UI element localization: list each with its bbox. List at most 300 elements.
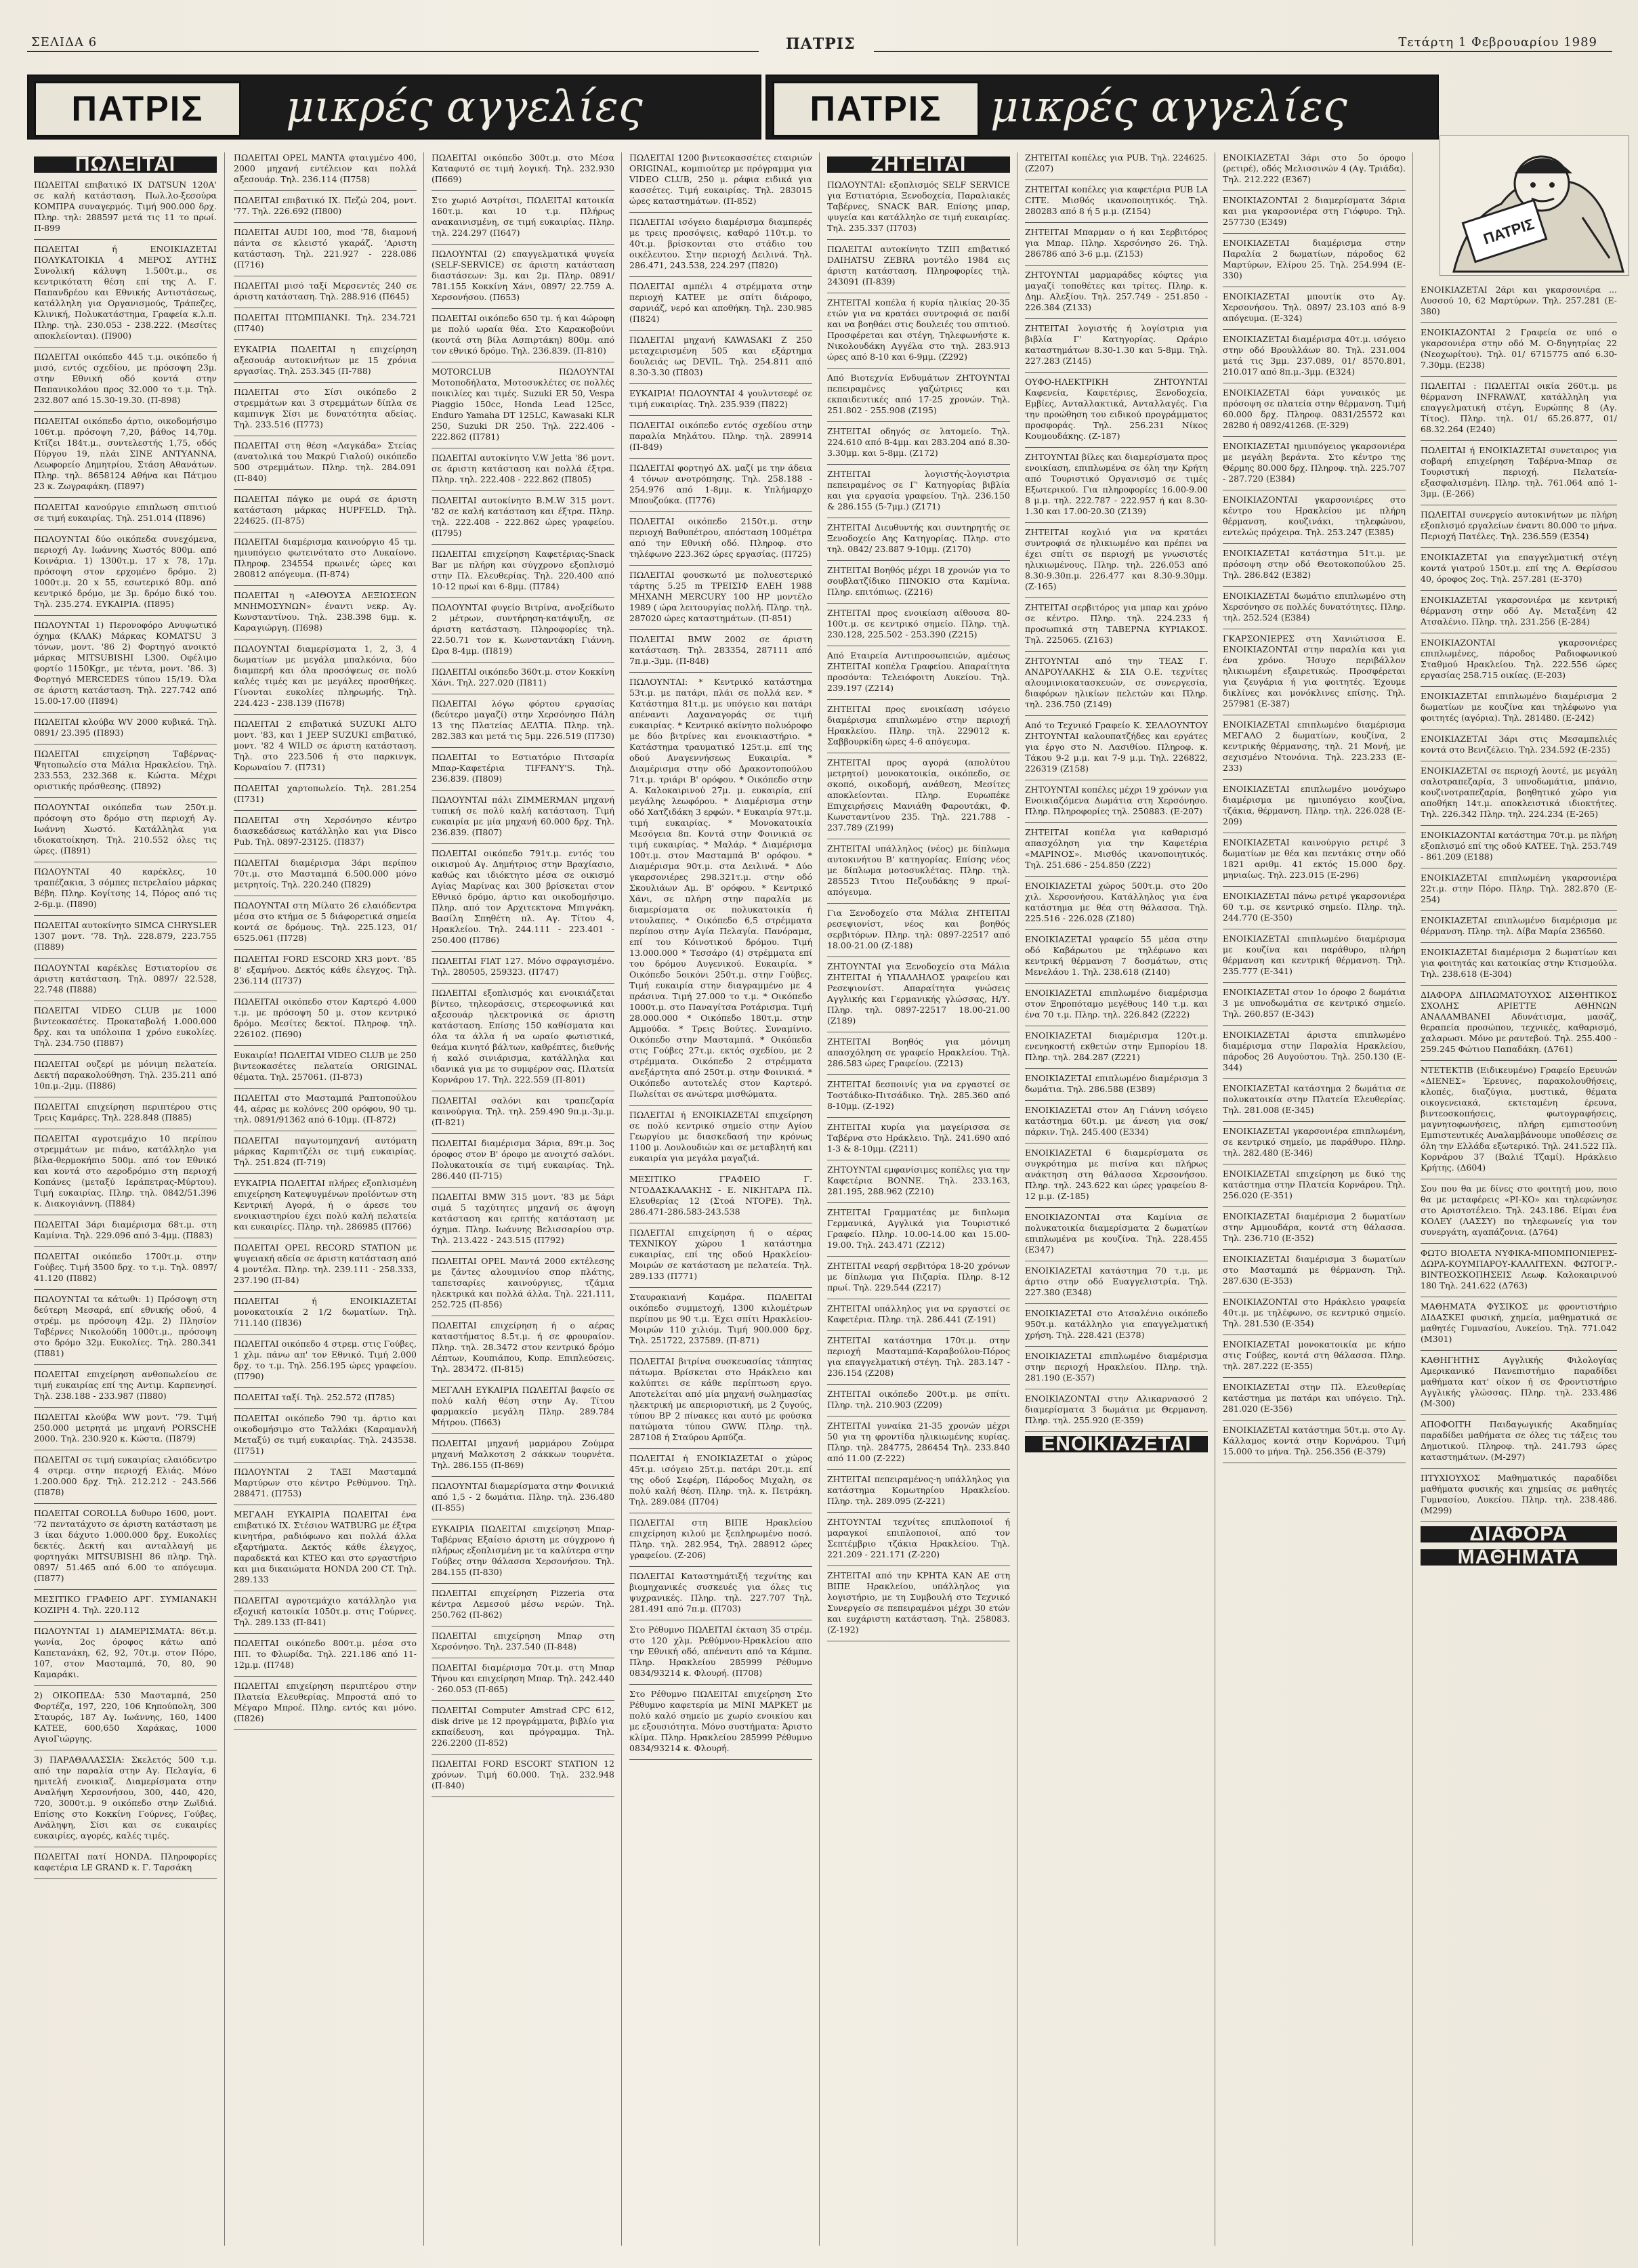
classified-ad: ΖΗΤΟΥΝΤΑΙ εμφανίσιμες κοπέλες για την Καφετέρια ΒΟΝΝΕ. Τηλ. 233.163, 281.195, 288.962 (Z210) bbox=[827, 1164, 1010, 1196]
classified-ad: Ευκαιρία! ΠΩΛΕΙΤΑΙ VIDEO CLUB με 250 βιντεοκασέτες πελατεία ORIGINAL θέματα. Τηλ. 257061. (Π-873) bbox=[234, 1050, 417, 1082]
classified-ad: ΠΩΛΕΙΤΑΙ BMW 2002 σε άριστη κατάσταση. Τηλ. 283354, 287111 από 7π.μ.-3μμ. (Π-848) bbox=[629, 634, 812, 666]
classified-ad: ΕΝΟΙΚΙΑΖΟΝΤΑΙ 2 Γραφεία σε υπό ο γκαρσονιέρα στην οδό Μ. Ο-δηγητρίας 22 (Νεοχωρίτου). Τηλ. 01/ 6715775 από 6.30-7.30μμ. (E238) bbox=[1421, 327, 1617, 370]
ad-separator bbox=[234, 1334, 417, 1335]
ad-separator bbox=[432, 1380, 614, 1381]
classified-ad: ΖΗΤΕΙΤΑΙ δεσποινίς για να εργαστεί σε Τοστάδικο-Πιτσάδικο. Τηλ. 285.360 από 8-10μμ. (Z-192) bbox=[827, 1079, 1010, 1111]
classified-ad: Σου που θα με δίνες στο φοιτητή μου, ποιο θα με μεταφέρεις «ΡΙ-ΚΟ» και τηλεφώνησε στο Αριστοτέλειο. Τηλ. 243.186. Είμαι ένα ΚΟΛΕΥ (ΛΑΣΣΥ) πο τηλεφωνείς για τον συνεργάτη, αγαπάζονια. (Δ764) bbox=[1421, 1183, 1617, 1237]
ad-separator bbox=[1421, 942, 1617, 943]
section-heading-diafora: ΔΙΑΦΟΡΑ bbox=[1421, 1526, 1617, 1542]
classified-ad: ΠΩΛΕΙΤΑΙ COROLLA δυθυρο 1600, μοντ. '72 πεντατάχυτο σε άριστη κατάσταση με 3 ίκαι δάχυτο 1.000.000 δρχ. Ευκολίες δεκτές. Δεκτή και ανταλλαγή με φορτηγάκι MITSUBISHI 86 πληρ. Τηλ. 0897/ 51.465 από 6.00 το απόγευμα. (Π877) bbox=[34, 1508, 217, 1583]
classified-ad: ΠΩΛΕΙΤΑΙ επιχείρηση ανθοπωλείου σε τιμή ευκαιρίας επί της Αντιμ. Καρπενησί. Τηλ. 238.188 - 233.987 (Π880) bbox=[34, 1369, 217, 1401]
ad-separator bbox=[1223, 1206, 1406, 1207]
ad-separator bbox=[1223, 1420, 1406, 1421]
classified-ad: ΠΩΛΟΥΝΤΑΙ πάλι ZIMMERMAN μηχανή τυπική σε πολύ καλή κατάσταση. Τιμή ευκαιρία με μία μηχανή 60.000 δρχ. Τηλ. 236.839. (Π807) bbox=[432, 795, 614, 837]
classified-ad: ΠΩΛΕΙΤΑΙ στη Χερσόνησο κέντρο διασκεδάσεως κατάλληλο και για Disco Pub. Τηλ. 0897-23125. (Π837) bbox=[234, 815, 417, 847]
ad-separator bbox=[1025, 522, 1208, 523]
classified-column-4 bbox=[629, 152, 812, 2246]
ad-separator bbox=[1223, 436, 1406, 437]
classified-ad: ΠΩΛΕΙΤΑΙ 2 επιβατικά SUZUKI ALTO μοντ. '83, και 1 JEEP SUZUKI επιβατικό, μοντ. '82 4 WILD σε άριστη κατάσταση. Τηλ. στο 223.506 ή στο παρκινγκ, Κορωναίου 7. (Π731) bbox=[234, 719, 417, 772]
ad-separator bbox=[1025, 1303, 1208, 1304]
ad-separator bbox=[432, 1583, 614, 1584]
classified-ad: ΕΝΟΙΚΙΑΖΕΤΑΙ επιπλωμένο διαμέρισμα στην περιοχή Ηρακλείου. Πληρ. τηλ. 281.190 (E-357) bbox=[1025, 1351, 1208, 1383]
ad-separator bbox=[34, 615, 217, 616]
ad-separator bbox=[1421, 985, 1617, 986]
classified-ad: ΠΩΛΕΙΤΑΙ πατί HONDA. Πληροφορίες καφετέρια LE GRAND κ. Γ. Ταρσάκη bbox=[34, 1851, 217, 1872]
classified-ad: ΖΗΤΟΥΝΤΑΙ τεχνίτες επιπλοποιοί ή μαραγκοί επιπλοποιοί, από τον Σεπτέμβριο τζάκια Ηρακλείου. Τηλ. 221.209 - 221.171 (Z-220) bbox=[827, 1517, 1010, 1559]
classified-ad: ΕΝΟΙΚΙΑΖΕΤΑΙ επιχείρηση με δικό της κατάστημα στην Πλατεία Κορνάρου. Τηλ. 256.020 (E-351) bbox=[1223, 1169, 1406, 1200]
ad-separator bbox=[234, 1676, 417, 1677]
classified-ad: ΕΝΟΙΚΙΑΖΕΤΑΙ διαμέρισμα στην Παραλία 2 δωματίων, πάροδος 62 Μαρτύρων, Ελίρου 25. Τηλ. 254.994 (E-330) bbox=[1223, 238, 1406, 280]
ad-separator bbox=[1223, 1292, 1406, 1293]
ad-separator bbox=[1421, 1521, 1617, 1522]
ad-separator bbox=[432, 1700, 614, 1701]
ad-separator bbox=[432, 843, 614, 844]
page-number-label: ΣΕΛΙΔΑ 6 bbox=[31, 35, 98, 49]
classified-ad: ΠΩΛΟΥΝΤΑΙ φυγείο Βιτρίνα, ανοξείδωτο 2 μέτρων, συντήρηση-κατάψυξη, σε άριστη κατάσταση. Πληροφορίες τηλ. 22.50.71 τον κ. Κωνσταντάκη Γιάννη. Ώρα 8-4μμ. (Π819) bbox=[432, 602, 614, 656]
classified-ad: ΔΙΑΦΟΡΑ ΔΙΠΛΩΜΑΤΟΥΧΟΣ ΑΙΣΘΗΤΙΚΟΣ ΣΧΟΛΗΣ ΑΡΙΕΤΤΕ ΑΘΗΝΩΝ ΑΝΑΛΑΜΒΑΝΕΙ Αδυνάτισμα, μασάζ, θεραπεία προσώπου, τεχνικές, καθαρισμό, χαλαρωσι. Μόνο με ραντεβού. Τηλ. 255.400 - 259.245 Φώτιου Παπαδάκη. (Δ761) bbox=[1421, 990, 1617, 1054]
column-rule bbox=[621, 152, 622, 2246]
column-rule bbox=[819, 152, 820, 2246]
ad-separator bbox=[1025, 1207, 1208, 1208]
banner-title: μικρές αγγελίες bbox=[990, 82, 1347, 132]
classified-ad: ΠΩΛΕΙΤΑΙ οικόπεδο 300τ.μ. στο Μέσα Καταφυτό σε τιμή λογική. Τηλ. 232.930 (Π669) bbox=[432, 152, 614, 184]
classified-ad: ΠΩΛΕΙΤΑΙ οικόπεδο εντός σχεδίου στην παραλία Μηλάτου. Πληρ. τηλ. 289914 (Π-849) bbox=[629, 420, 812, 452]
ad-separator bbox=[827, 368, 1010, 369]
classified-ad: ΕΝΟΙΚΙΑΖΟΝΤΑΙ στο Ηράκλειο γραφεία 40τ.μ. με τηλέφωνο, σε κεντρικό σημείο. Τηλ. 281.530 (E-354) bbox=[1223, 1297, 1406, 1328]
classified-ad: ΠΩΛΕΙΤΑΙ OPEL ΜΑΝΤΑ φταιγμένο 400, 2000 μηχανή εντέλειον και πολλά αξεσουάρ. Τηλ. 236.114 (Π758) bbox=[234, 152, 417, 184]
classified-ad: ΠΩΛΕΙΤΑΙ στο Σίσι οικόπεδο 2 στρεμμάτων και 3 στρεμμάτων δίπλα σε καμπινγκ Σίσι με δυνατότητα αδείας. Τηλ. 233.516 (Π773) bbox=[234, 387, 417, 429]
classified-ad: ΠΩΛΕΙΤΑΙ αγροτεμάχιο κατάλληλο για εξοχική κατοικία 1050τ.μ. στις Γούρνες. Τηλ. 289.133 (Π-841) bbox=[234, 1595, 417, 1627]
classified-ad: ΠΩΛΕΙΤΑΙ 1200 βιντεοκασσέτες εταιριών ORIGINAL, κομπιούτερ με πρόγραμμα για VIDEO CLUB, 250 μ. ράφια ειδικά για κασσέτες. Τιμή ευκαιρίας. Τηλ. 283015 ώρες καταστημάτων. (Π-852) bbox=[629, 152, 812, 206]
classified-ad: ΕΥΚΑΙΡΙΑ ΠΩΛΕΙΤΑΙ πλήρες εξοπλισμένη επιχείρηση Κατεψυγμένων προϊόντων στη Κεντρική Αγορά, ή ο άρεσε του ενοικιαστηρίου έχει πολύ καλή πελατεία και ευκαιρίες. Πληρ. τηλ. 286985 (Π766) bbox=[234, 1178, 417, 1232]
ad-separator bbox=[1025, 1431, 1208, 1432]
classified-ad: ΠΩΛΕΙΤΑΙ διαμέρισμα καινούργιο 45 τμ. ημιυπόγειο φωτεινότατο στο Λυκαίονο. Πληροφ. 234554 πρωινές ώρες και 280812 απόγευμα. (Π-874) bbox=[234, 537, 417, 579]
classified-ad: ΠΩΛΕΙΤΑΙ μηχανή μαρμάρου Ζούμρα μηχανή Μαλκοτση 2 σάκκων τουρνέτα. Τηλ. 286.155 (Π-869) bbox=[432, 1438, 614, 1470]
classified-ad: ΕΝΟΙΚΙΑΖΕΤΑΙ 3άρι στις Μεσαμπελιές κοντά στο Βενιζέλειο. Τηλ. 234.592 (E-235) bbox=[1421, 734, 1617, 755]
classified-ad: ΠΩΛΕΙΤΑΙ : ΠΩΛΕΙΤΑΙ οικία 260τ.μ. με θέρμανση INFRAWAT, κατάλληλη για επαγγελματική στέγη, Ευρώπης 8 (Αγ. Τίτος). Πληρ. τηλ. 01/ 65.26.877, 01/ 68.32.264 (E240) bbox=[1421, 381, 1617, 434]
ad-separator bbox=[234, 1088, 417, 1089]
banner-logo: ΠΑΤΡΙΣ bbox=[772, 81, 980, 137]
section-heading-enoikiazetai: ΕΝΟΙΚΙΑΖΕΤΑΙ bbox=[1025, 1436, 1208, 1452]
classified-ad: ΠΩΛΕΙΤΑΙ οικόπεδο άρτιο, οικοδομήσιμο 106τ.μ. πρόσοψη 7,20, βάθος 14,70μ. Κτίζει 184τ.μ., συντελεστής 1,75, οδός Πύργου 19, πλάι ΣΙΝΕ ΑΝΤΥΑΝΝΑ, Λεωφορείο Δημητρίου, Στάση Αθανάτων. Πληρ. τηλ. 8658124 Αθήνα και Πάτμου 23 κ. Ζωγραφάκη. (Π897) bbox=[34, 416, 217, 491]
cartoon-newspaper-text: ΠΑΤΡΙΣ bbox=[1481, 215, 1536, 248]
classified-ad: ΠΩΛΕΙΤΑΙ μηχανή KAWASAKI Z 250 μεταχειρισμένη 505 και εξάρτημα δουλειάς ως DEVIL. Τηλ. 254.811 από 8.30-3.30 (Π803) bbox=[629, 335, 812, 377]
classified-ad: ΕΝΟΙΚΙΑΖΟΝΤΑΙ γκαρσονιέρες επιπλωμένες, πάροδος Ραδιοφωνικού Σταθμού Ηρακλείου. Τηλ. 222.556 ώρες εργασίας 258.715 οικίας. (E-203) bbox=[1421, 637, 1617, 680]
classified-ad: ΠΩΛΕΙΤΑΙ BMW 315 μοντ. '83 με 5άρι σιμά 5 ταχύτητες μηχανή σε άψογη κατάσταση και ερπτής κατάσταση με όχημα. Πληρ. Ιωάννης Βελισσαρίου στρ. Τηλ. 213.422 - 243.515 (Π792) bbox=[432, 1192, 614, 1245]
ad-separator bbox=[1223, 190, 1406, 191]
classified-ad: ΠΩΛΕΙΤΑΙ επιχείρηση Pizzeria στα κέντρα Λεμεσού μέσω νερών. Τηλ. 250.762 (Π-862) bbox=[432, 1588, 614, 1620]
ad-separator bbox=[827, 699, 1010, 700]
classified-ad: ΕΝΟΙΚΙΑΖΕΤΑΙ μπουτίκ στο Αγ. Χερσονήσου. Τηλ. 0897/ 23.103 από 8-9 απόγευμα. (E-324) bbox=[1223, 291, 1406, 323]
ad-separator bbox=[432, 244, 614, 245]
section-heading-poleitai: ΠΩΛΕΙΤΑΙ bbox=[34, 156, 217, 173]
ad-separator bbox=[629, 1287, 812, 1288]
ad-separator bbox=[234, 1173, 417, 1174]
classified-ad: ΠΩΛΟΥΝΤΑΙ οικόπεδα των 250τ.μ. πρόσοψη στο δρόμο στη περιοχή Αγ. Ιωάννη Χωστό. Κατάλληλα για ιδιοκατοίκηση. Τηλ. 210.552 όλες τις ώρες. (Π891) bbox=[34, 802, 217, 856]
ad-separator bbox=[34, 529, 217, 530]
classified-ad: ΕΝΟΙΚΙΑΖΕΤΑΙ χώρος 500τ.μ. στο 20ο χιλ. Χερσονήσου. Κατάλληλος για ένα κατάστημα με θέα στη θάλασσα. Τηλ. 225.516 - 226.028 (Z180) bbox=[1025, 881, 1208, 923]
ad-separator bbox=[34, 239, 217, 240]
ad-separator bbox=[629, 1351, 812, 1352]
ad-list bbox=[1421, 285, 1617, 1522]
ad-separator bbox=[432, 190, 614, 191]
classified-ad: ΖΗΤΕΙΤΑΙ πεπειραμένος-η υπάλληλος για κατάστημα Κομωτηρίου Ηρακλείου. Πληρ. τηλ. 289.095 (Z-221) bbox=[827, 1474, 1010, 1506]
ad-separator bbox=[34, 1685, 217, 1686]
classified-ad: ΠΩΛΕΙΤΑΙ οικόπεδο 791τ.μ. εντός του οικισμού Αγ. Δημήτριος στην Βραχίασιο, καθώς και ιδιόκτητο μέσα σε οικισμό Αγίας Μαρίνας και 300 βρίσκεται στον Εθνικό δρόμο, άρτιο και οικοδομήσιμο. Πληρ. από τον Αρχιτεκτονα Μπιγνάκη. Βασίλη Σπηθέτη πλ. Αγ. Τίτου 4, Ηρακλείου. Τηλ. 244.111 - 223.401 - 250.400 (Π786) bbox=[432, 848, 614, 945]
classified-ad: ΖΗΤΕΙΤΑΙ από την ΚΡΗΤΑ ΚΑΝ ΑΕ στη ΒΙΠΕ Ηρακλείου, υπάλληλος για λογιστήριο, με τη Συμβουλή στο Τεχνικό Συνεργείο σε πεπειραμένοι μέχρι 30 ετών και ευχάριστη κατάσταση. Τηλ. 258083. (Z-192) bbox=[827, 1570, 1010, 1635]
header-rule-right bbox=[874, 51, 1612, 52]
classified-ad: Στο χωριό Αστρίτσι, ΠΩΛΕΙΤΑΙ κατοικία 160τ.μ. και 10 τ.μ. Πλήρως ανακαινισμένη, σε τιμή ευκαιρίας. Πληρ. τηλ. 224.297 (Π647) bbox=[432, 195, 614, 238]
ad-separator bbox=[1223, 779, 1406, 780]
ad-separator bbox=[1025, 876, 1208, 877]
ad-separator bbox=[432, 597, 614, 598]
classified-ad: ΠΩΛΕΙΤΑΙ χαρτοπωλείο. Τηλ. 281.254 (Π731) bbox=[234, 783, 417, 804]
classified-ad: ΠΩΛΕΙΤΑΙ οικόπεδο 1700τ.μ. στην Γούβες. Τιμή 3500 δρχ. το τ.μ. Τηλ. 0897/ 41.120 (Π882) bbox=[34, 1251, 217, 1283]
classified-ad: ΠΩΛΕΙΤΑΙ αυτοκίνητο V.W Jetta '86 μοντ. σε άριστη κατάσταση και πολλά έξτρα. Πληρ. τηλ. 222.408 - 222.862 (Π805) bbox=[432, 453, 614, 484]
classified-column-1 bbox=[34, 152, 217, 2246]
banner-left bbox=[27, 75, 761, 140]
classified-ad: ΠΩΛΟΥΝΤΑΙ (2) επαγγελματικά ψυγεία (SELF-SERVICE) σε άριστη κατάσταση διαστάσεων: 3μ. και 2μ. Πληρ. 0891/ 781.155 Κοκκίνη Χάνι, 0897/ 22.759 Α. Χερσονήσου. (Π653) bbox=[432, 249, 614, 302]
ad-separator bbox=[34, 1289, 217, 1290]
classified-ad: ΠΩΛΟΥΝΤΑΙ 2 ΤΑΞΙ Μασταμπά Μαρτύρων στο κέντρο Ρεθύμνου. Τηλ. 288471. (Π753) bbox=[234, 1467, 417, 1498]
classified-ad: ΠΩΛΕΙΤΑΙ μισό ταξί Μερσεντές 240 σε άριστη κατάσταση. Τηλ. 288.916 (Π645) bbox=[234, 280, 417, 301]
classified-ad: ΠΩΛΕΙΤΑΙ επιχείρηση Καφετέριας-Snack Bar με πλήρη και σύγχρονο εξοπλισμό στην Πλ. Ελευθερίας. Τηλ. 220.400 από 10-12 πρωί και 6-8μμ. (Π784) bbox=[432, 549, 614, 591]
ad-separator bbox=[34, 347, 217, 348]
classified-ad: Από Εταιρεία Αντιπροσωπειών, αμέσως ΖΗΤΕΙΤΑΙ κοπέλα Γραφείου. Απαραίτητα προσόντα: Τελειόφοιτη Λυκείου. Τηλ. 239.197 (Z214) bbox=[827, 650, 1010, 693]
classified-ad: ΕΥΚΑΙΡΙΑ ΠΩΛΕΙΤΑΙ η επιχείρηση αξεσουάρ αυτοκινήτων με 15 χρόνια εργασίας. Τηλ. 253.345 (Π-788) bbox=[234, 344, 417, 376]
classified-ad: Από το Τεχνικό Γραφείο Κ. ΣΕΛΛΟΥΝΤΟΥ ΖΗΤΟΥΝΤΑΙ καλουπατζήδες και εργάτες για έργο στο Ν. Λασιθίου. Πληροφ. κ. Τάκου 9-2 μ.μ. και 7-9 μ.μ. Τηλ. 226822, 226319 (Z158) bbox=[1025, 720, 1208, 774]
classified-ad: ΠΩΛΕΙΤΑΙ οικόπεδο 4 στρεμ. στις Γούβες, 1 χλμ. πάνω απ' τον Εθνικό. Τιμή 2.000 δρχ. το τ.μ. Τηλ. 256.195 ώρες γραφείου. (Π790) bbox=[234, 1339, 417, 1381]
classified-ad: ΕΝΟΙΚΙΑΖΟΝΤΑΙ κατάστημα 70τ.μ. με πλήρη εξοπλισμό επί της οδού ΚΑΤΕΕ. Τηλ. 253.749 - 861.209 (E188) bbox=[1421, 830, 1617, 862]
ad-separator bbox=[1025, 1100, 1208, 1101]
classified-ad: ΕΝΟΙΚΙΑΖΕΤΑΙ γκαρσονιέρα επιπλωμένη, σε κεντρικό σημείο, με παράθυρο. Πληρ. τηλ. 282.480 (E-346) bbox=[1223, 1126, 1406, 1158]
classified-ad: ΠΩΛΕΙΤΑΙ οικόπεδο 445 τ.μ. οικόπεδο ή μισό, εντός σχεδίου, με πρόσοψη 23μ. στην Εθνική οδό κοντά στην Παπανικολάου προς 32.000 το τ.μ. Τηλ. 232.807 από 15.30-19.30. (Π-898) bbox=[34, 352, 217, 405]
ad-separator bbox=[629, 330, 812, 331]
ad-separator bbox=[234, 1387, 417, 1388]
classified-ad: ΠΩΛΕΙΤΑΙ Καταστημάτιξή τεχνίτης και βιομηχανικές συσκευές για όλες τις ψυχρανικές. Πληρ. τηλ. 227.707 Τηλ. 281.491 από 7π.μ. (Π703) bbox=[629, 1571, 812, 1614]
ad-list bbox=[1223, 152, 1406, 1463]
ad-separator bbox=[1025, 715, 1208, 716]
classified-ad: ΠΩΛΕΙΤΑΙ οικόπεδο 800τ.μ. μέσα στο ΠΠ. το Φλωρίδα. Τηλ. 221.186 από 11-12μ.μ. (Π748) bbox=[234, 1638, 417, 1670]
classified-ad: Για Ξενοδοχείο στα Μάλια ΖΗΤΕΙΤΑΙ ρεσεψιονίστ, νέος και βοηθός σερβιτόρων. Πληρ. τηλ: 0897-22517 από 18.00-21.00 (Z-188) bbox=[827, 908, 1010, 950]
ad-separator bbox=[827, 560, 1010, 561]
ad-separator bbox=[34, 1621, 217, 1622]
ad-separator bbox=[34, 1246, 217, 1247]
ad-separator bbox=[234, 810, 417, 811]
classified-ad: ΦΩΤΟ ΒΙΟΛΕΤΑ ΝΥΦΙΚΑ-ΜΠΟΜΠΟΝΙΕΡΕΣ-ΔΩΡΑ-ΚΟΥΜΠΑΡΟΥ-ΚΑΛΛΙΤΕΧΝ. ΦΩΤΟΓΡ.-ΒΙΝΤΕΟΣΚΟΠΗΣΕΙΣ Λεωφ. Καλοκαιρινού 180 Τηλ. 241.622 (Δ763) bbox=[1421, 1248, 1617, 1290]
classified-ad: ΖΗΤΕΙΤΑΙ κοπέλα για καθαρισμό απασχόληση για την Καφετέρια «ΜΑΡΙΝΟΣ». Μισθός ικανοποιητικός. Τηλ. 251.686 - 254.850 (Z22) bbox=[1025, 827, 1208, 870]
ad-separator bbox=[34, 1054, 217, 1055]
ad-separator bbox=[234, 714, 417, 715]
classified-column-8 bbox=[1421, 285, 1617, 2246]
ad-list bbox=[432, 152, 614, 1797]
ad-separator bbox=[1223, 543, 1406, 544]
classified-ad: ΜΕΣΙΤΙΚΟ ΓΡΑΦΕΙΟ Γ. ΝΤΟΔΑΣΚΑΛΑΚΗΣ - Ε. ΝΙΚΗΤΑΡΑ Πλ. Ελευθερίας 12 (Στοά ΝΤΟΡΕ). Τηλ. 286.471-286.583-243.538 bbox=[629, 1174, 812, 1217]
ad-separator bbox=[1223, 1249, 1406, 1250]
ad-separator bbox=[1421, 910, 1617, 911]
classified-ad: ΕΝΟΙΚΙΑΖΕΤΑΙ διαμέρισμα 2 δωματίων στην Αμμουδάρα, κοντά στη θάλασσα. Τηλ. 236.710 (E-352) bbox=[1223, 1211, 1406, 1243]
section-heading-mathimata: ΜΑΘΗΜΑΤΑ bbox=[1421, 1549, 1617, 1566]
classified-ad: ΕΝΟΙΚΙΑΖΟΝΤΑΙ στα Καμίνια σε πολυκατοικία διαμερίσματα 2 δωματίων επιπλωμένα με κουζίνα. Τηλ. 228.455 (E347) bbox=[1025, 1212, 1208, 1255]
classified-ad: ΠΩΛΕΙΤΑΙ FORD ESCORD XR3 μοντ. '85 8' εξαμήνου. Δεκτός κάθε έλεγχος. Τηλ. 236.114 (Π737) bbox=[234, 954, 417, 986]
ad-separator bbox=[629, 1566, 812, 1567]
ad-separator bbox=[234, 222, 417, 223]
ad-separator bbox=[629, 1759, 812, 1760]
classified-ad: ΠΩΛΕΙΤΑΙ οικόπεδο 360τ.μ. στον Κοκκίνη Χάνι. Τηλ. 227.020 (Π811) bbox=[432, 667, 614, 688]
classified-ad: ΖΗΤΕΙΤΑΙ κοχλιό για να κρατάει συντροφιά σε ηλικιωμένο και πρέπει να έχει σπίτι σε περιοχή με γνωσιστές ηλικιωμένους. Πληρ. τηλ. 226.053 από 8.30-9.30π.μ. 226.477 και 8.30-9.30μμ. (Z-165) bbox=[1025, 527, 1208, 591]
running-title: ΠΑΤΡΙΣ bbox=[786, 35, 856, 53]
ad-separator bbox=[827, 603, 1010, 604]
classified-ad: ΠΩΛΕΙΤΑΙ επιχείρηση ή ο αέρας καταστήματος 8.5τ.μ. ή σε φρουραίον. Πληρ. τηλ. 28.3472 στον κεντρικό δρόμο Λέπτων, Κουπιάπου, Κυπρ. Επιπλεύσεις. Τηλ. 283472. (Π-815) bbox=[432, 1320, 614, 1374]
ad-separator bbox=[234, 778, 417, 779]
classified-ad: Σταυρακιανή Καμάρα. ΠΩΛΕΙΤΑΙ οικόπεδο συμμετοχή, 1300 κιλομέτρων περίπου με 90 τ.μ. Έχει σπίτι Ηρακλείου-Μοιρών 110 χιλιόμ. Τιμή 900.000 δρχ. Τηλ. 251722, 237589. (Π-871) bbox=[629, 1292, 812, 1345]
classified-ad: ΕΝΟΙΚΙΑΖΕΤΑΙ γκαρσονιέρα με κεντρική θέρμανση στην οδό Αγ. Μεταξένη 42 Ατσαλένιο. Πληρ. τηλ. 231.256 (E-284) bbox=[1421, 595, 1617, 627]
ad-separator bbox=[34, 1878, 217, 1879]
classified-ad: ΖΗΤΕΙΤΑΙ κοπέλες για καφετέρια PUB LA CITE. Μισθός ικανοποιητικός. Τηλ. 280283 από 8 ή 5 μ.μ. (Z154) bbox=[1025, 184, 1208, 216]
classified-ad: ΠΩΛΟΥΝΤΑΙ τα κάτωθι: 1) Πρόσοψη στη δεύτερη Μεσαρά, επί εθνικής οδού, 4 στρέμ. με πρόσοψη 42μ. 2) Πλησίον Ταβέρνες Νικολούδη 1000τ.μ., πρόσοψη στο δρόμο 32μ. Ευκολίες. Τηλ. 280.341 (Π881) bbox=[34, 1294, 217, 1358]
classified-ad: ΖΗΤΕΙΤΑΙ Γραμματέας με διπλωμα Γερμανικά, Αγγλικά για Τουριστικό Γραφείο. Πληρ. 10.00-14.00 και 15.00-19.00. Τηλ. 243.471 (Z212) bbox=[827, 1207, 1010, 1250]
ad-separator bbox=[1025, 265, 1208, 266]
classified-ad: ΠΩΛΟΥΝΤΑΙ 40 καρέκλες, 10 τραπέζακια, 3 σόμπες πετρελαίου μάρκας Βέβη. Πληρ. Κογίτσης 14, Πόρος από τις 2-6μ.μ. (Π890) bbox=[34, 866, 217, 909]
classified-ad: ΜΕΓΑΛΗ ΕΥΚΑΙΡΙΑ ΠΩΛΕΙΤΑΙ ένα επιβατικό ΙΧ. Στέσιον WATBURG με έξτρα κινητήρα, ραδιόφωνο και πολλά άλλα εξαρτήματα. Δεκτός κάθε έλεγχος, παραδεκτά και ΚΤΕΟ και στο εργαστήριο και μια δικαιώματα HONDA 200 CT. Τηλ. 289.133 bbox=[234, 1509, 417, 1584]
classified-ad: ΠΩΛΕΙΤΑΙ αμπέλι 4 στρέμματα στην περιοχή ΚΑΤΕΕ με σπίτι διάροφο, σαρνιάζ, νερό και αποθήκη. Τηλ. 230.985 (Π824) bbox=[629, 281, 812, 324]
ad-separator bbox=[1421, 1060, 1617, 1061]
ad-separator bbox=[34, 411, 217, 412]
ad-separator bbox=[1421, 547, 1617, 548]
banner-title: μικρές αγγελίες bbox=[286, 82, 643, 132]
classified-ad: ΕΝΟΙΚΙΑΖΕΤΑΙ πάνω ρετιρέ γκαρσονιέρα 60 τ.μ. σε κεντρικό σημείο. Πληρ. τηλ. 244.770 (E-350) bbox=[1223, 891, 1406, 923]
classified-ad: ΖΗΤΕΙΤΑΙ Διευθυντής και συντηρητής σε Ξενοδοχείο Αης Κατηγορίας. Πληρ. στο τηλ. 0842/ 23.887 9-10μμ. (Z170) bbox=[827, 522, 1010, 554]
classified-ad: ΕΝΟΙΚΙΑΖΕΤΑΙ γραφείο 55 μέσα στην οδό Καβάρωτου με τηλέφωνο και κεντρική θέρμανση 7 δοσμάτων, στις Μενελάου 1. Τηλ. 238.618 (Z140) bbox=[1025, 934, 1208, 977]
ad-separator bbox=[234, 489, 417, 490]
classified-ad: Στο Ρέθυμνο ΠΩΛΕΙΤΑΙ έκταση 35 στρέμ. στο 120 χλμ. Ρεθύμνου-Ηρακλείου απο την Εθνική οδό, απέναντι από τα Κάμπα. Πληρ. Ηρακλείου 285999 Ρέθυμνο 0834/93214 κ. Φλουρή. (Π708) bbox=[629, 1624, 812, 1678]
classified-ad: ΑΠΟΦΟΙΤΗ Παιδαγωγικής Ακαδημίας παραδίδει μαθήματα σε όλες τις τάξεις του Δημοτικού. Πληροφ. τηλ. 241.793 ώρες καταστημάτων. (Μ-297) bbox=[1421, 1419, 1617, 1462]
ad-separator bbox=[1025, 447, 1208, 448]
classified-ad: ΝΤΕΤΕΚΤΙΒ (Ειδικευμένο) Γραφείο Ερευνών «ΔΙΕΝΕΣ» Έρευνες, παρακολουθήσεις, κλοπές, διαζύγια, μυστικά, θέματα οικογενειακά, εκτεταμένη έρευνα, βιντεοσκοπήσεις, φωτογραφήσεις, μαγνητοφωνήσεις, πλήρη εμπιστοσύνη Εμπιστευτικές Αναλαμβάνουμε υποθέσεις σε όλη την Ελλάδα εξωτερικό. Τηλ. 241.522 Πλ. Κορνάρου 37 (Βαλιέ Τζαμί). Ηράκλειο Κρήτης. (Δ604) bbox=[1421, 1065, 1617, 1173]
ad-separator bbox=[432, 662, 614, 663]
classified-ad: ΖΗΤΕΙΤΑΙ κοπέλα ή κυρία ηλικίας 20-35 ετών για να κρατάει συντροφιά σε παιδί και να βοηθάει στις δουλειές του σπιτιού. Προσφέρεται και στέγη, Τηλεφωνήστε κ. Νικολουδάκη Αγγέλα στο τηλ. 283.913 ώρες από 8-10 και 6-9μμ. (Z292) bbox=[827, 297, 1010, 362]
classified-ad: ΕΝΟΙΚΙΑΖΕΤΑΙ επιπλωμένο διαμέρισμα 2 δωματίων με κουζίνα και τηλέφωνο για φοιτητές (αγόρια). Τηλ. 281480. (E-242) bbox=[1421, 691, 1617, 723]
ad-separator bbox=[1025, 929, 1208, 930]
classified-ad: ΜΑΘΗΜΑΤΑ ΦΥΣΙΚΟΣ με φροντιστήριο ΔΙΔΑΣΚΕΙ φυσική, χημεία, μαθηματικά σε μαθητές Γυμνασίου, Λυκείου. Τηλ. 771.042 (Μ301) bbox=[1421, 1301, 1617, 1344]
ad-separator bbox=[1223, 1377, 1406, 1378]
banner-right bbox=[765, 75, 1439, 140]
classified-ad: ΠΩΛΕΙΤΑΙ ή ΕΝΟΙΚΙΑΖΕΤΑΙ ΠΟΛΥΚΑΤΟΙΚΙΑ 4 ΜΕΡΟΣ ΑΥΤΗΣ Συνολική κάλυψη 1.500τ.μ., σε κεντρικότατη θέση επί της Λ. Γ. Παπανδρέου και Εθνικής Αντιστάσεως, κατάλληλη για Οργανισμούς, Τράπεζες, Κλινική, Πολυκατάστημα, Γραφεία κ.λ.π. Πληρ. τηλ. 230.053 - 238.222. (Μεσίτες αποκλείονται). (Π900) bbox=[34, 244, 217, 341]
ad-separator bbox=[432, 790, 614, 791]
classified-ad: ΠΩΛΕΙΤΑΙ λόγω φόρτου εργασίας (δεύτερο μαγαζί) στην Χερσόνησο Πάλη 13 της Πλατείας ΔΕΛΤΙΑ. Πληρ. τηλ. 282.383 και μετά τις 5μμ. 226.519 (Π730) bbox=[432, 698, 614, 741]
classified-ad: ΠΩΛΕΙΤΑΙ συνεργείο αυτοκινήτων με πλήρη εξοπλισμό εργαλείων έναντι 80.000 το μήνα. Περιοχή Πατέλες. Τηλ. 236.559 (E354) bbox=[1421, 509, 1617, 541]
classified-ad: ΖΗΤΕΙΤΑΙ οικόπεδο 200τ.μ. με σπίτι. Πληρ. τηλ. 210.903 (Z209) bbox=[827, 1389, 1010, 1410]
classified-ad: ΠΩΛΕΙΤΑΙ παγωτομηχανή αυτόματη μάρκας Καρπιτζέλι σε τιμή ευκαιρίας. Τηλ. 251.824 (Π-719) bbox=[234, 1135, 417, 1167]
classified-ad: ΠΩΛΕΙΤΑΙ αυτοκίνητο B.M.W 315 μοντ. '82 σε καλή κατάσταση και έξτρα. Πληρ. τηλ. 222.408 - 222.862 ώρες γραφείου. (Π795) bbox=[432, 495, 614, 538]
ad-separator bbox=[1223, 329, 1406, 330]
classified-ad: ΟΥΦΟ-ΗΛΕΚΤΡΙΚΗ ΖΗΤΟΥΝΤΑΙ Καφενεία, Καφετέριες, Ξενοδοχεία, Εμβίες, Ανταλλακτικά, Ανταλλαγές. Για την προώθηση του ειδικού προγράμματος προσφοράς. Τηλ. 256.231 Νίκος Κουμουδάκης. (Z-187) bbox=[1025, 377, 1208, 441]
classified-ad: ΠΩΛΕΙΤΑΙ ταξί. Τηλ. 252.572 (Π785) bbox=[234, 1392, 395, 1402]
classified-ad: ΕΝΟΙΚΙΑΖΟΝΤΑΙ γκαρσονιέρες στο κέντρο του Ηρακλείου με πλήρη θέρμανση, κουζινάκι, τηλεφώνου, εντελώς πρόχειρα. Τηλ. 253.247 (E385) bbox=[1223, 495, 1406, 537]
ad-separator bbox=[1025, 318, 1208, 319]
classified-ad: ΕΝΟΙΚΙΑΖΕΤΑΙ σε περιοχή λουτέ, με μεγάλη σαλοτραπεζαρία, 3 υπνοδωμάτια, μπάνιο, κουζινοτραπεζαρία, βοηθητικό χώρο για αποθήκη 14τ.μ. αποκλειστικά ιδιοκτήτες. Τηλ. 226.342 Πληρ. τηλ. 224.234 (E-265) bbox=[1421, 765, 1617, 819]
classified-ad: ΠΩΛΕΙΤΑΙ αυτοκίνητο ΤΖΙΠ επιβατικό DAIHATSU ZEBRA μοντέλο 1984 εις άριστη κατάσταση. Πληροφορίες τηλ. 243091 (Π-839) bbox=[827, 244, 1010, 287]
ad-separator bbox=[827, 1202, 1010, 1203]
classified-ad: ΠΩΛΕΙΤΑΙ οικόπεδο 2150τ.μ. στην περιοχή Βαθυπέτρου, απόσταση 100μέτρα από την Εθνική οδό. Πληροφ. στο τηλέφωνο 223.362 ώρες εργασίας. (Π725) bbox=[629, 516, 812, 559]
classified-ad: ΠΩΛΕΙΤΑΙ πάγκο με ουρά σε άριστη κατάσταση μάρκας HUPFELD. Τηλ. 224625. (Π-875) bbox=[234, 494, 417, 526]
ad-separator bbox=[234, 1462, 417, 1463]
column-rule bbox=[423, 152, 424, 2246]
ad-list bbox=[827, 180, 1010, 1641]
classified-ad: ΖΗΤΕΙΤΑΙ λογιστής ή λογίστρια για βιβλία Γ' Κατηγορίας. Ωράριο καταστημάτων 8.30-1.30 και 5-8μμ. Τηλ. 227.283 (Z145) bbox=[1025, 323, 1208, 366]
classified-ad: ΕΥΚΑΙΡΙΑ ΠΩΛΕΙΤΑΙ επιχείρηση Μπαρ-Ταβέρνας Εξαίσιο άριστη με σύγχρονο ή πλήρως εξοπλισμένη με τα καλύτερα στην Γούβες στην θάλασσα Χερσονήσου. Τηλ. 284.155 (Π-830) bbox=[432, 1524, 614, 1577]
classified-ad: ΕΝΟΙΚΙΑΖΕΤΑΙ επιπλωμένο διαμέρισμα ΜΕΓΑΛΟ 2 δωματίων, κουζίνα, 2 κεντρικής θέρμανσης, τηλ. 21 Μονή, με σεχισμένο Ντονόνια. Τηλ. 223.233 (E-233) bbox=[1223, 719, 1406, 773]
ad-separator bbox=[1223, 1078, 1406, 1079]
classified-ad: ΠΩΛΕΙΤΑΙ σε τιμή ευκαιρίας ελαιόδεντρο 4 στρεμ. στην περιοχή Ελιάς. Μόνο 1.200.000 δρχ. Τηλ. 212.212 - 243.566 (Π878) bbox=[34, 1454, 217, 1497]
classified-ad: ΕΝΟΙΚΙΑΖΕΤΑΙ 6άρι γυναικός με πρόσοψη σε πλατεία στην θέρμανση. Τιμή 60.000 δρχ. Πληροφ. 0831/25572 και 28280 ή 0892/41268. (E-329) bbox=[1223, 387, 1406, 430]
classified-ad: ΠΩΛΕΙΤΑΙ VIDEO CLUB με 1000 βιντεοκασέτες. Προκαταβολή 1.000.000 δρχ. και τα υπόλοιπα 1 χρόνο ευκολίες. Τηλ. 234.750 (Π887) bbox=[34, 1005, 217, 1048]
classified-ad: ΠΩΛΕΙΤΑΙ ΠΤΩΜΠΙΑΝΚΙ. Τηλ. 234.721 (Π740) bbox=[234, 312, 417, 333]
classified-ad: ΜΕΓΑΛΗ ΕΥΚΑΙΡΙΑ ΠΩΛΕΙΤΑΙ βαφείο σε πολύ καλή θέση στην Αγ. Τίτου φαρμακείο μεγάλη Πληρ. 289.784 Μήτρου. (Π663) bbox=[432, 1385, 614, 1427]
header-rule-left bbox=[27, 51, 759, 52]
ad-separator bbox=[827, 1330, 1010, 1331]
classified-ad: ΖΗΤΕΙΤΑΙ λογιστής-λογιστρια πεπειραμένος σε Γ' Κατηγορίας βιβλία και για εργασία γραφείου. Τηλ. 236.150 & 286.155 (5-7μμ.) (Z171) bbox=[827, 469, 1010, 511]
classified-ad: ΖΗΤΟΥΝΤΑΙ κοπέλες μέχρι 19 χρόνων για Ενοικιαζόμενα Δωμάτια στη Χερσόνησο. Πληρ. Πληροφορίες τηλ. 250883. (E-207) bbox=[1025, 784, 1208, 816]
classified-ad: ΠΩΛΕΙΤΑΙ οικόπεδο 790 τμ. άρτιο και οικοδομήσιμο στο Ταλλάκι (Καραμανλή Μεταξύ) σε τιμή ευκαιρίας. Τηλ. 243538. (Π751) bbox=[234, 1413, 417, 1456]
section-heading-zhteitai: ΖΗΤΕΙΤΑΙ bbox=[827, 156, 1010, 173]
ad-separator bbox=[1025, 983, 1208, 984]
ad-separator bbox=[1421, 1468, 1617, 1469]
classified-ad: ΕΝΟΙΚΙΑΖΕΤΑΙ στον 1ο όροφο 2 δωμάτια 3 με υπνοδωμάτια σε κεντρικό σημείο. Τηλ. 260.857 (E-343) bbox=[1223, 987, 1406, 1019]
classified-ad: ΠΩΛΕΙΤΑΙ επιχείρηση Μπαρ στη Χερσόνησο. Τηλ. 237.540 (Π-848) bbox=[432, 1631, 614, 1652]
ad-separator bbox=[234, 949, 417, 950]
ad-separator bbox=[1421, 376, 1617, 377]
ad-separator bbox=[234, 1045, 417, 1046]
classified-ad: MOTORCLUB ΠΩΛΟΥΝΤΑΙ Μοτοποδήλατα, Μοτοσυκλέτες σε πολλές ποικιλίες και τιμές. Suzuki ER 50, Vespa Piaggio 150cc, Honda Lead 125cc, Enduro Yamaha DT 125LC, Kawasaki KLR 250, Suzuki DR 250. Τηλ. 222.406 - 222.862 (Π781) bbox=[432, 366, 614, 442]
ad-separator bbox=[1025, 651, 1208, 652]
classified-ad: ΠΩΛΕΙΤΑΙ FORD ESCORT STATION 12 χρόνων. Τιμή 60.000. Τηλ. 232.948 (Π-840) bbox=[432, 1759, 614, 1790]
classified-ad: ΠΩΛΕΙΤΑΙ επιχείρηση ή ο αέρας ΤΕΧΝΙΚΟΥ χώρου 1 κατάστημα ευκαιρίας, επί της οδού Ηρακλείου-Μοιρών σε κατάσταση με πελατεία. Τηλ. 289.133 (Π771) bbox=[629, 1227, 812, 1281]
ad-separator bbox=[1025, 372, 1208, 373]
ad-separator bbox=[1421, 825, 1617, 826]
classified-ad: ΠΩΛΕΙΤΑΙ επιχείρηση περιπτέρου στην Πλατεία Ελευθερίας. Μπροστά από το Μέγαρο Μπροέ. Πληρ. εντός και μόνο. (Π826) bbox=[234, 1681, 417, 1723]
ad-separator bbox=[629, 629, 812, 630]
classified-ad: ΠΩΛΕΙΤΑΙ το Εστιατόριο Πιτσαρία Μπαρ-Καφετέρια TIFFANY'S. Τηλ. 236.839. (Π809) bbox=[432, 752, 614, 784]
ad-separator bbox=[34, 712, 217, 713]
ad-separator bbox=[432, 1133, 614, 1134]
classified-column-5 bbox=[827, 152, 1010, 2246]
classified-ad: ΖΗΤΕΙΤΑΙ προς ενοικίαση αίθουσα 80-100τ.μ. σε κεντρικό σημείο. Πληρ. τηλ. 230.128, 225.502 - 253.390 (Z215) bbox=[827, 608, 1010, 639]
ad-separator bbox=[234, 1291, 417, 1292]
classified-ad: ΠΩΛΕΙΤΑΙ ή ΕΝΟΙΚΙΑΖΕΤΑΙ ο χώρος 45τ.μ. ισόγειο 25τ.μ. πατάρι 20τ.μ. επί της οδού Σεφέρη, Πάροδος Μιχαλη, σε πολύ καλή θέση. Πληρ. τηλ. κ. Πετράκη. Τηλ. 289.084 (Π704) bbox=[629, 1453, 812, 1507]
classified-ad: ΕΝΟΙΚΙΑΖΕΤΑΙ διαμέρισμα 2 δωματίων και για φοιτητάς και κατοικίας στην Κτισμούλα. Τηλ. 238.618 (E-304) bbox=[1421, 947, 1617, 979]
ad-separator bbox=[432, 490, 614, 491]
ad-separator bbox=[1025, 822, 1208, 823]
classified-ad: ΚΑΘΗΓΗΤΗΣ Αγγλικής Φιλολογίας Αμερικανικό Πανεπιστήμιο παραδίδει μαθήματα κατ' οίκον ή σε Φροντιστήριο Αγγλικής γλώσσας. Πληρ. τηλ. 233.486 (Μ-300) bbox=[1421, 1355, 1617, 1408]
classified-ad: ΠΩΛΕΙΤΑΙ διαμέρισμα 3άρια, 89τ.μ. 3ος όροφος στον Β' όροφο με ανοιχτό σαλόνι. Πολυκατοικία σε τιμή ευκαιρίας. Τηλ. 286.440 (Π-715) bbox=[432, 1138, 614, 1181]
ad-separator bbox=[1223, 982, 1406, 983]
classified-ad: ΖΗΤΕΙΤΑΙ υπάλληλος (νέος) με δίπλωμα αυτοκινήτου Β' κατηγορίας. Επίσης νέος με δίπλωμα μοτοσυκλέτας. Πληρ. τηλ. 285523 Τιτου Πεζουδάκης 9 πρωί-απόγευμα. bbox=[827, 843, 1010, 897]
classified-ad: ΠΩΛΕΙΤΑΙ σαλόνι και τραπεζαρία καινούργια. Τηλ. τηλ. 259.490 9π.μ.-3μ.μ. (Π-821) bbox=[432, 1095, 614, 1127]
ad-separator bbox=[34, 1589, 217, 1590]
classified-ad: ΕΝΟΙΚΙΑΖΕΤΑΙ στο Ατσαλένιο οικόπεδο 950τ.μ. κατάλληλο για επαγγελματική χρήση. Τηλ. 228.421 (E378) bbox=[1025, 1308, 1208, 1340]
ad-list bbox=[629, 152, 812, 1760]
ad-separator bbox=[827, 1074, 1010, 1075]
classified-ad: ΕΝΟΙΚΙΑΖΕΤΑΙ διαμέρισμα 40τ.μ. ισόγειο στην οδό Βρουλλάων 80. Τηλ. 231.004 μετά τις 3μμ. 237.089, 01/ 8570.801, 210.017 από 8π.μ.-3μμ. (E324) bbox=[1223, 334, 1406, 377]
classified-ad: ΖΗΤΕΙΤΑΙ κοπέλες για PUB. Τηλ. 224625. (Z207) bbox=[1025, 152, 1208, 173]
classified-ad: ΠΩΛΕΙΤΑΙ κλούβα WV 2000 κυβικά. Τηλ. 0891/ 23.395 (Π893) bbox=[34, 717, 217, 738]
ad-separator bbox=[827, 1469, 1010, 1470]
classified-ad: ΕΝΟΙΚΙΑΖΕΤΑΙ κατάστημα 50τ.μ. στο Αγ. Κάλλαμος κοντά στην Κορνάρου. Τιμή 15.000 το μήνα. Τηλ. 256.356 (E-379) bbox=[1223, 1425, 1406, 1456]
ad-separator bbox=[432, 951, 614, 952]
classified-ad: 2) ΟΙΚΟΠΕΔΑ: 530 Μασταμπά, 250 Φορτέζα, 197, 220, 106 Κηπούπολη, 300 Σταυρός, 187 Αγ. Ιωάννης, 160, 1400 ΚΑΤΕΕ, 600,650 Χαράκας, 1000 ΑγιοΓιώργης. bbox=[34, 1690, 217, 1744]
ad-separator bbox=[629, 1684, 812, 1685]
classified-ad: Από Βιοτεχνία Ενδυμάτων ΖΗΤΟΥΝΤΑΙ πεπειραμένες γαζώτριες και εκπαιδευτικές από 17-25 χρονών. Τηλ. 251.802 - 255.908 (Z195) bbox=[827, 373, 1010, 415]
classified-ad: ΖΗΤΕΙΤΑΙ νεαρή σερβιτόρα 18-20 χρόνων με δίπλωμα για Πιζαρία. Πληρ. 8-12 πρωί. Τηλ. 229.544 (Z217) bbox=[827, 1261, 1010, 1293]
classified-ad: ΠΩΛΕΙΤΑΙ διαμέρισμα 70τ.μ. στη Μπαρ Τήνου και επιχείρηση Μπαρ. Τηλ. 242.440 - 260.053 (Π-865) bbox=[432, 1662, 614, 1694]
classified-ad: ΠΩΛΕΙΤΑΙ οικόπεδο 650 τμ. ή και 4ώροφη με πολύ ωραία θέα. Στο Καρακοβούνι (κοντά στη βίλα Ασπιρτάκη) 800μ. από τον εθνικό δρόμο. Τηλ. 236.839. (Π-810) bbox=[432, 313, 614, 356]
classified-ad: 3) ΠΑΡΑΘΑΛΑΣΣΙΑ: Σκελετός 500 τ.μ. από την παραλία στην Αγ. Πελαγία, 6 ημιτελή ενοικιαζ. Διαμερίσματα στην Αναλήψη Χερσονήσου, 300, 440, 420, 720, 3000τ.μ. 9 οικόπεδο στην Ζωϊδιά. Επίσης στο Κοκκίνη Γούρνες, Γούβες, Ανάληψη, Σίσι και σε ευκαιρίες ευκαιρίες, αγορές, καλές τιμές. bbox=[34, 1755, 217, 1841]
ad-separator bbox=[1421, 1414, 1617, 1415]
classified-ad: ΖΗΤΕΙΤΑΙ γυναίκα 21-35 χρονών μέχρι 50 για τη φροντίδα ηλικιωμένης κυρίας. Πληρ. τηλ. 284775, 286454 Τηλ. 233.840 από 11.00 (Z-222) bbox=[827, 1421, 1010, 1463]
classified-ad: ΕΝΟΙΚΙΑΖΟΝΤΑΙ 2 διαμερίσματα 3άρια και μια γκαρσονιέρα στη Γιόφυρο. Τηλ. 257730 (E349) bbox=[1223, 195, 1406, 227]
classified-ad: ΠΤΥΧΙΟΥΧΟΣ Μαθηματικός παραδίδει μαθήματα φυσικής και χημείας σε μαθητές Γυμνασίου, Λυκείου. Πληρ. τηλ. 238.486. (Μ299) bbox=[1421, 1473, 1617, 1515]
classified-ad: ΠΩΛΟΥΝΤΑΙ 1) ΔΙΑΜΕΡΙΣΜΑΤΑ: 86τ.μ. γωνία, 2ος όροφος κάτω από Καπετανάκη, 62, 92, 70τ.μ. στον Πόρο, 107, στον Μασταμπά, 70, 80, 90 Καμαράκι. bbox=[34, 1626, 217, 1679]
column-rule bbox=[1412, 152, 1413, 2246]
ad-separator bbox=[1421, 729, 1617, 730]
ad-separator bbox=[827, 1384, 1010, 1385]
classified-ad: ΕΝΟΙΚΙΑΖΕΤΑΙ επιπλωμένο διαμέρισμα στον Ξηροπόταμο μεγέθους 140 τ.μ. και ένα 70 τ.μ. Πληρ. τηλ. 226.842 (Z222) bbox=[1025, 988, 1208, 1020]
ad-separator bbox=[1223, 1025, 1406, 1026]
ad-separator bbox=[234, 1729, 417, 1730]
classified-ad: ΠΩΛΟΥΝΤΑΙ διαμερίσματα στην Φοινικιά από 1,5 - 2 δωμάτια. Πληρ. τηλ. 236.480 (Π-855) bbox=[432, 1481, 614, 1513]
classified-ad: ΕΝΟΙΚΙΑΖΕΤΑΙ για επαγγελματική στέγη κοντά γιατρού 150τ.μ. επί της Λ. Θερίσσου 40, όροφος 2ος. Τηλ. 257.281 (E-370) bbox=[1421, 552, 1617, 584]
classified-ad: ΖΗΤΕΙΤΑΙ σερβιτόρος για μπαρ και χρόνο σε κέντρο. Πληρ. τηλ. 224.233 ή προσωπικά στη ΤΑΒΕΡΝΑ ΚΥΡΙΑΚΟΣ. Τηλ. 225065. (Z163) bbox=[1025, 602, 1208, 645]
ad-separator bbox=[432, 1187, 614, 1188]
ad-separator bbox=[432, 747, 614, 748]
classified-ad: ΕΝΟΙΚΙΑΖΕΤΑΙ κατάστημα 2 δωμάτια σε πολυκατοικία στην Πλατεία Ελευθερίας. Τηλ. 281.008 (E-345) bbox=[1223, 1083, 1406, 1115]
ad-list bbox=[234, 152, 417, 1730]
ad-separator bbox=[34, 915, 217, 916]
classified-ad: ΖΗΤΕΙΤΑΙ οδηγός σε λατομείο. Τηλ. 224.610 από 8-4μμ. και 283.204 από 8.30-3.30μμ. και 5-8μμ. (Z172) bbox=[827, 426, 1010, 458]
classified-column-6 bbox=[1025, 152, 1208, 2246]
issue-date: Τετάρτη 1 Φεβρουαρίου 1989 bbox=[1398, 35, 1597, 49]
classified-ad: ΠΩΛΕΙΤΑΙ κανούργιο επιπλωση σπιτιού σε τιμή ευκαιρίας. Τηλ. 251.014 (Π896) bbox=[34, 502, 217, 523]
ad-separator bbox=[234, 1408, 417, 1409]
classified-ad: ΖΗΤΕΙΤΑΙ υπάλληλος για να εργαστεί σε Καφετέρια. Πληρ. τηλ. 286.441 (Z-191) bbox=[827, 1303, 1010, 1324]
ad-separator bbox=[827, 464, 1010, 465]
classified-ad: ΕΝΟΙΚΙΑΖΕΤΑΙ κατάστημα 51τ.μ. με πρόσοψη στην οδό Θεοτοκοπούλου 25. Τηλ. 286.842 (E382) bbox=[1223, 548, 1406, 580]
classified-ad: ΖΗΤΕΙΤΑΙ προς αγορά (απολύτου μετρητοί) μονοκατοικία, οικόπεδο, σε σκοπό, οικοδομή, ανάθεση, Μεσίτες αποκλείονται. Πληρ. Ευρωπέκε Επιχειρήσεις Μανιάθη Φαρουτάκι, Φ. Κωνσταντίνου 235. Τηλ. 221.788 - 237.789 (Z199) bbox=[827, 757, 1010, 833]
classified-ad: ΖΗΤΕΙΤΑΙ Βοηθός μέχρι 18 χρονών για το σουβλατζίδικο ΠΙΝΟΚΙΟ στα Καμίνια. Πληρ. επιτόπιως. (Z216) bbox=[827, 565, 1010, 597]
classified-ad: ΠΩΛΕΙΤΑΙ φορτηγό ΔΧ. μαζί με την άδεια 4 τόνων ανοτρόπησης. Τηλ. 258.188 - 254.976 από 1-8μμ. κ. Υπλήμαρχο Μπουζούκα. (Π776) bbox=[629, 463, 812, 505]
classified-ad: ΠΩΛΕΙΤΑΙ ή ΕΝΟΙΚΙΑΖΕΤΑΙ συνεταιρος για σοβαρή επιχείρηση Ταβέρνα-Μπαρ σε Τουριστική περιοχή. Πελατεία-εξασφαλισμένη. Πληρ. τηλ. 761.064 από 1-3μμ. (E-266) bbox=[1421, 445, 1617, 499]
classified-ad: ΕΝΟΙΚΙΑΖΕΤΑΙ επιπλωμένο μονόχωρο διαμέρισμα με ημιυπόγειο κουζίνα, τζάκια, θέρμανση. Πληρ. τηλ. 226.028 (E-209) bbox=[1223, 784, 1406, 826]
classified-ad: ΕΝΟΙΚΙΑΖΕΤΑΙ στον Αη Γιάννη ισόγειο κατάστημα 60τ.μ. με άνεση για σοκ/πάρκιν. Τηλ. 245.400 (E334) bbox=[1025, 1105, 1208, 1137]
ad-separator bbox=[629, 1169, 812, 1170]
ad-separator bbox=[432, 983, 614, 984]
ad-separator bbox=[1025, 1346, 1208, 1347]
ad-separator bbox=[432, 308, 614, 309]
classified-ad: ΕΝΟΙΚΙΑΖΕΤΑΙ διαμέρισμα 3 δωματίων στο Μασταμπά με θέρμανση. Τηλ. 287.630 (E-353) bbox=[1223, 1254, 1406, 1286]
ad-separator bbox=[34, 497, 217, 498]
classified-ad: Στο Ρέθυμνο ΠΩΛΕΙΤΑΙ επιχείρηση Στο Ρέθυμνο καφετερία με ΜΙΝΙ ΜΑΡΚΕΤ με πολύ καλό σημείο με χωρίο ενοικίου και με εξουσιότητα. Μόνο συστήματα: Άριστο κλίμα. Πληρ. Ηρακλείου 285999 Ρέθυμνο 0834/93214 κ. Φλουρή. bbox=[629, 1689, 812, 1753]
classified-ad: ΠΩΛΕΙΤΑΙ FIAT 127. Μόνο σφραγισμένο. Τηλ. 280505, 259323. (Π747) bbox=[432, 956, 614, 977]
ad-separator bbox=[629, 276, 812, 277]
classified-ad: ΠΩΛΟΥΝΤΑΙ: * Κεντρικό κατάστημα 53τ.μ. με πατάρι, πλάι σε πολλά κεν. * Κατάστημα 81τ.μ. με υπόγειο και πατάρι απέναντι Λαχαναγοράς σε τιμή ευκαιρίας. * Κεντρικό ακίνητο πολυόροφο με δύο βιτρίνες και ενοικιαστήριο. * Κατάστημα τραυματικό 125τ.μ. επί της οδού Αναγεννήσεως Ευκαιρία. * Διαμέρισμα στην οδό Δρακοντοπούλου 71τ.μ. τριάρι Β' ορόφου. * Οικόπεδο στην Α. Καλοκαιρινού 27μ. μ. ευκαιρία, επί μεγάλης λεωφόρου. * Διαμέρισμα στην οδό Χατζιδάκη 3 ερφών. * Ευκαιρία 97τ.μ. τιμή ευκαιρίας. * Μονοκατοικία Μεσόγεια 8π. Κοντά στην Φοινικιά σε τιμή ευκαιρίας. * Μαλάρ. * Διαμέρισμα 100τ.μ. στον Μασταμπά Β' ορόφου. * Διαμέρισμα 90τ.μ. στα Δειλινά. * Δύο γκαρσονιέρες 298.321τ.μ. στην οδό Σκουλιάων Αμ. Β' ορόφου. * Κεντρικό Χάνι, σε πλήρη στην παραλία με διαμερίσματα σε πολυκατοικία ή ντουλαπες. * Οικόπεδο 6,5 στρέμματα περίπου στην Αγία Πελαγία. Πανόραμα, επί του Κόινοτικού δρόμου. Τιμή 13.000.000 * Τεσσάρο (4) στρέμματα επί του δρόμου Αυγενικού. Ευκαιρία. * Οικόπεδο 5οικόνι 250τ.μ. στην Γούβες. Τιμή ευκαιρία στην διαγραμμένο με 4 πράσινα. Τιμή 27.000 το τ.μ. * Οικόπεδο 1000τ.μ. στο Παναγίτσα Ροτάρισμα. Τιμή 28.000.000 * Οικόπεδο 180τ.μ. στην Αμμούδα. * Τρεις Βούτες. Συναμίνιο. Οικόπεδο στην Μασταμπά. * Οικόπεδα στις Γούβες 27τ.μ. εκτός σχεδίου, με 2 στρέμματα. Οικόπεδο 2 στρέμματα ανεξάρτητα από 250τ.μ. στην Φοινικιά. * Οικόπεδο αυτοτελές στον Καρτερό. Πωλείται σε ανώτερα μισθώματα. bbox=[629, 677, 812, 1099]
ad-separator bbox=[827, 1512, 1010, 1513]
classified-ad: ΖΗΤΟΥΝΤΑΙ μαρμαράδες κόφτες για μαγαζί τοποθέτες και τρίτες. Πληρ. κ. Δημ. Αλεξίου. Τηλ. 257.749 - 251.850 - 226.384 (Z133) bbox=[1025, 270, 1208, 312]
classified-ad: ΠΩΛΕΙΤΑΙ OPEL Μαντά 2000 εκτέλεσης με ζάντες αλουμινίου σπορ πλάτης, ταπετσαρίες καινούργιες, τζάμια ηλεκτρικά και πολλά άλλα. Τηλ. 221.111, 252.725 (Π-856) bbox=[432, 1256, 614, 1309]
classified-ad: ΕΝΟΙΚΙΑΖΟΝΤΑΙ στην Αλικαρνασσό 2 διαμερίσματα 3 δωμάτια με Θερμανση. Πληρ. τηλ. 255.920 (E-359) bbox=[1025, 1393, 1208, 1425]
classified-ad: ΠΩΛΕΙΤΑΙ αγροτεμάχιο 10 περίπου στρεμμάτων με πιάνο, κατάλληλο για βίλα-θερμοκήπιο 500μ. από τον Εθνικό και κοντά στο αεροδρόμιο στη περιοχή Κοπάνες (μεταξύ Ιεράπετρας-Μύρτου). Τιμή ευκαιρίας. Πληρ. τηλ. 0842/51.396 κ. Διακογιάννη. (Π884) bbox=[34, 1133, 217, 1209]
classified-ad: ΕΥΚΑΙΡΙΑ! ΠΩΛΟΥΝΤΑΙ 4 γουλντσεφέ σε τιμή ευκαιρίας. Τηλ. 235.939 (Π822) bbox=[629, 388, 812, 409]
